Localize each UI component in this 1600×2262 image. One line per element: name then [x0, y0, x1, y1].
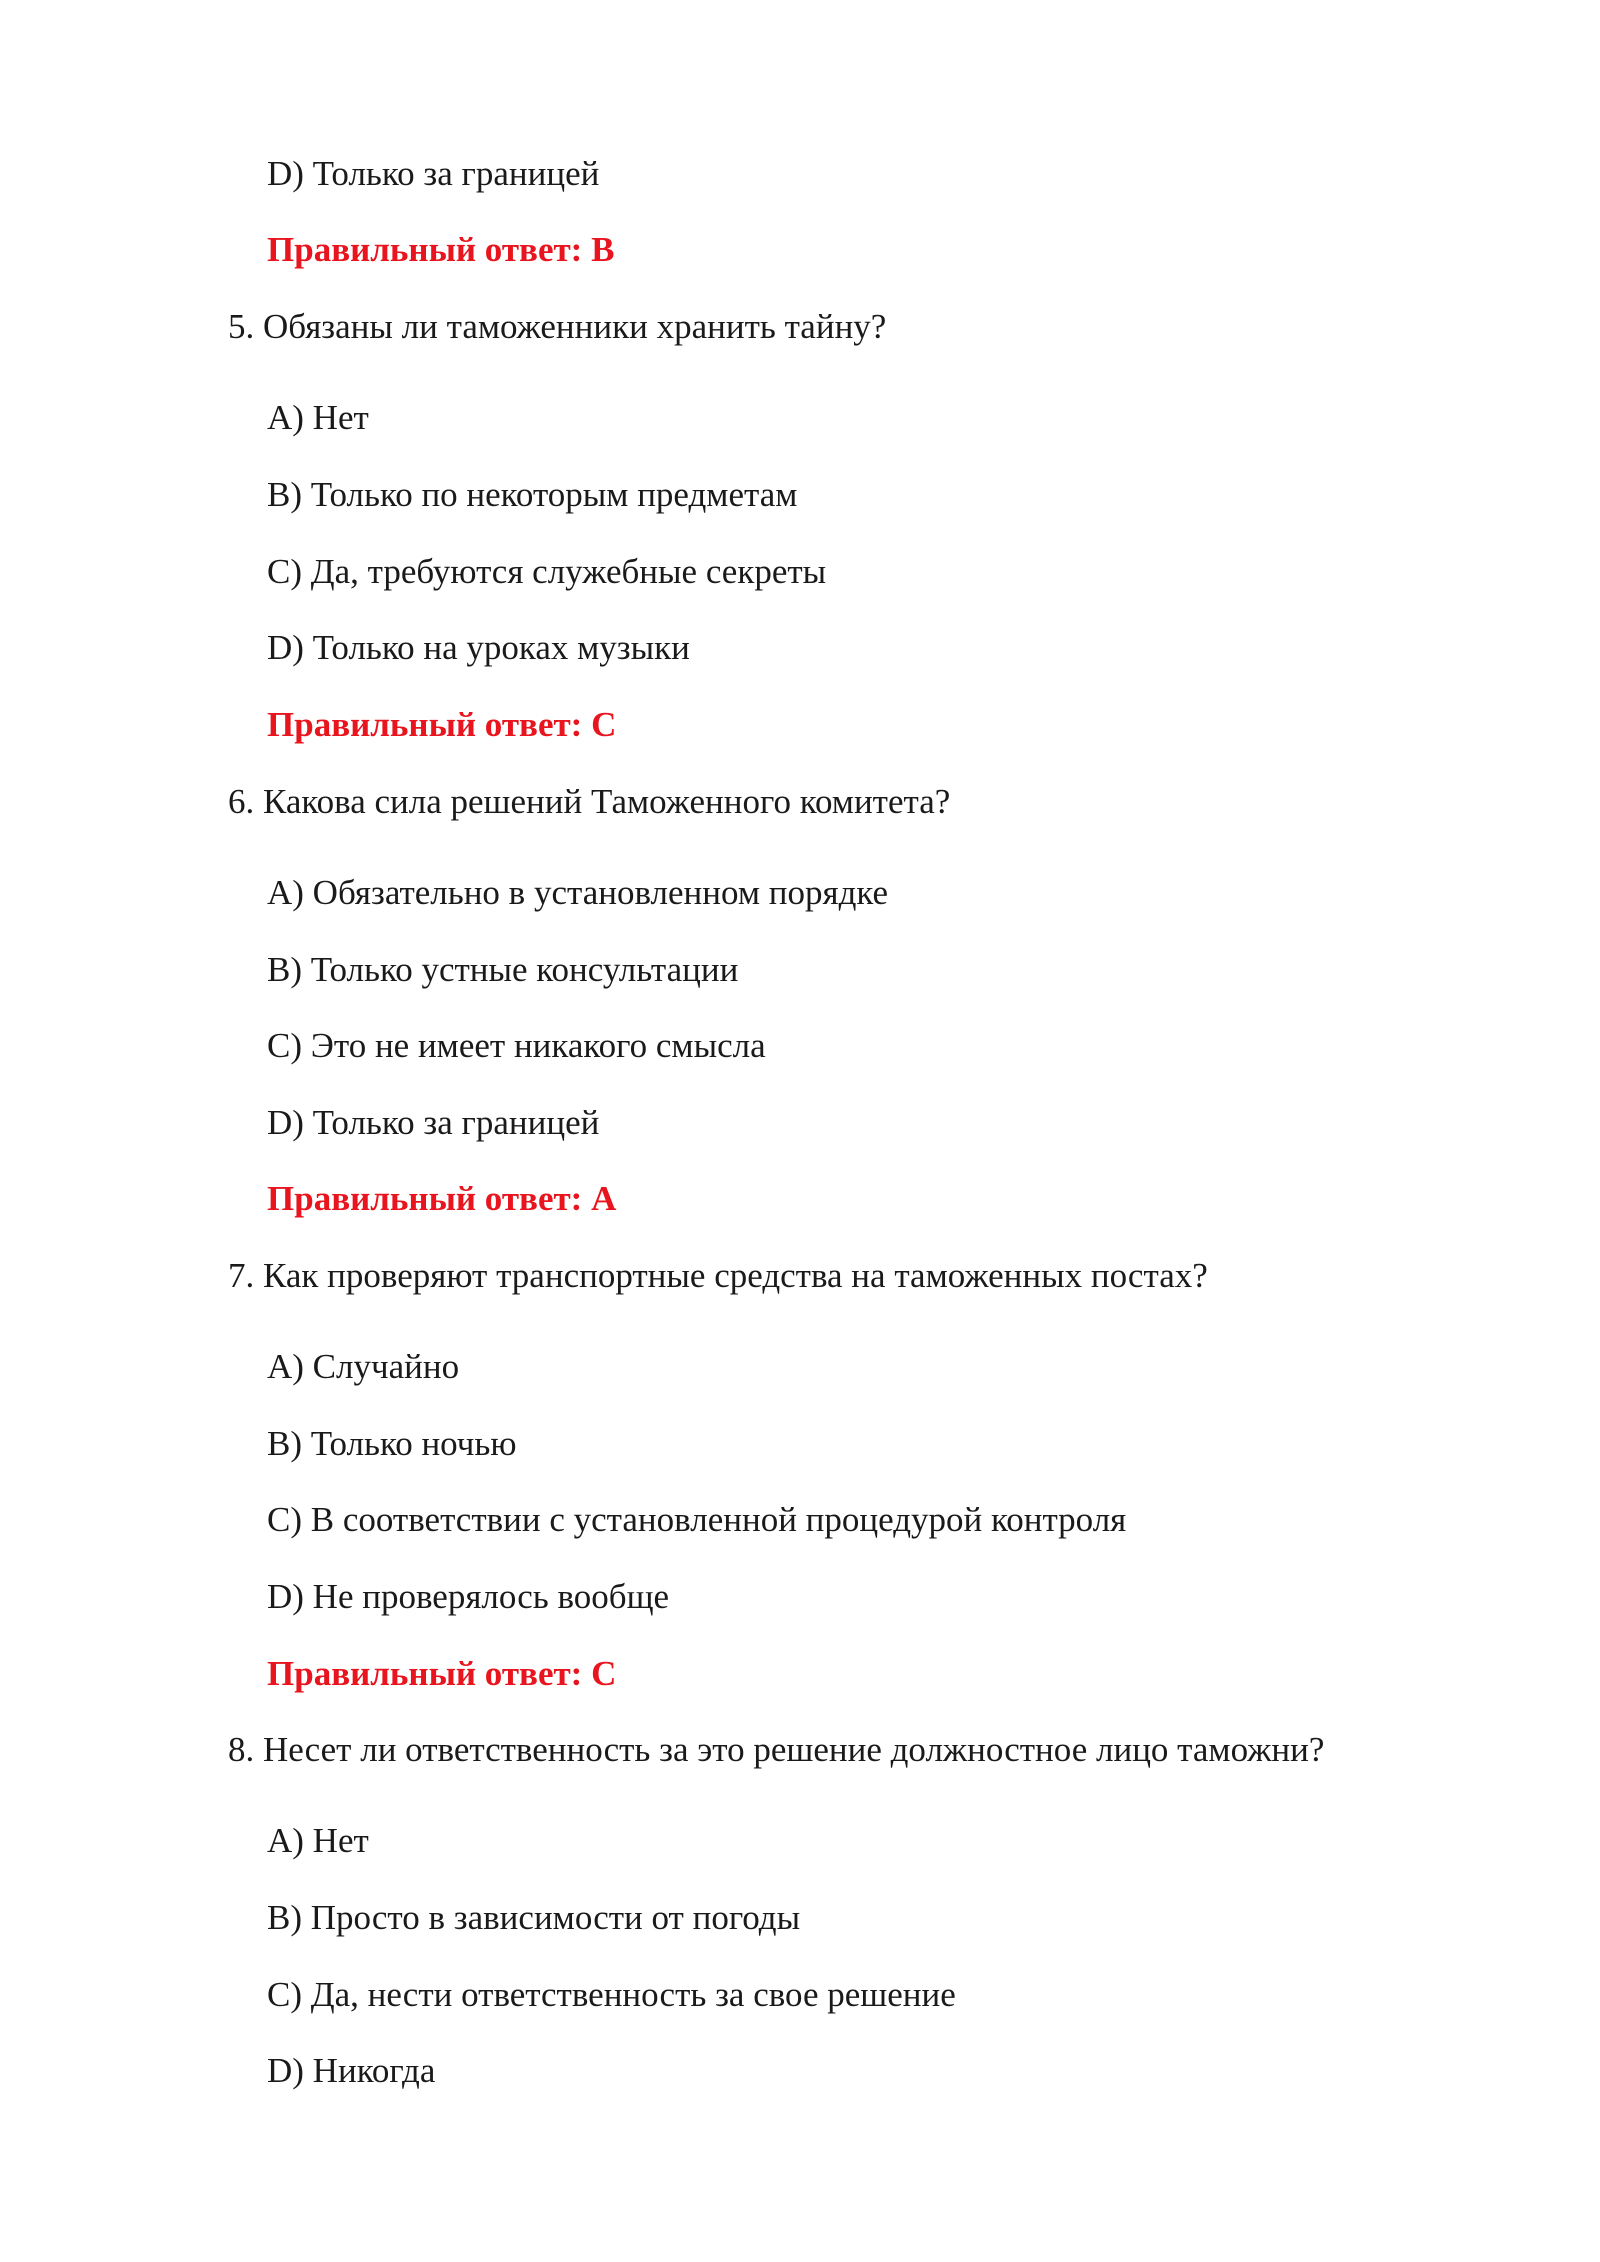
question-line: 8. Несет ли ответственность за это решение должностное лицо таможни? [228, 1730, 1325, 1769]
option-line: D) Только на уроках музыки [267, 628, 690, 667]
option-line: D) Не проверялось вообще [267, 1577, 670, 1616]
option-line: A) Случайно [267, 1347, 460, 1386]
option-line: A) Обязательно в установленном порядке [267, 873, 889, 912]
option-line: C) Да, нести ответственность за свое решение [267, 1975, 956, 2014]
option-line: B) Просто в зависимости от погоды [267, 1898, 801, 1937]
option-line: A) Нет [267, 398, 369, 437]
correct-answer: Правильный ответ: B [267, 230, 615, 269]
question-line: 6. Какова сила решений Таможенного комитета? [228, 782, 951, 821]
correct-answer: Правильный ответ: C [267, 1654, 617, 1693]
option-line: B) Только ночью [267, 1424, 517, 1463]
option-line: A) Нет [267, 1821, 369, 1860]
option-line: D) Только за границей [267, 1103, 600, 1142]
option-line: D) Только за границей [267, 154, 600, 193]
question-line: 7. Как проверяют транспортные средства на таможенных постах? [228, 1256, 1208, 1295]
option-line: C) Да, требуются служебные секреты [267, 552, 827, 591]
option-line: B) Только по некоторым предметам [267, 475, 798, 514]
option-line: C) В соответствии с установленной процедурой контроля [267, 1500, 1127, 1539]
option-line: C) Это не имеет никакого смысла [267, 1026, 766, 1065]
question-line: 5. Обязаны ли таможенники хранить тайну? [228, 307, 887, 346]
option-line: B) Только устные консультации [267, 950, 739, 989]
option-line: D) Никогда [267, 2051, 436, 2090]
correct-answer: Правильный ответ: A [267, 1179, 617, 1218]
correct-answer: Правильный ответ: C [267, 705, 617, 744]
